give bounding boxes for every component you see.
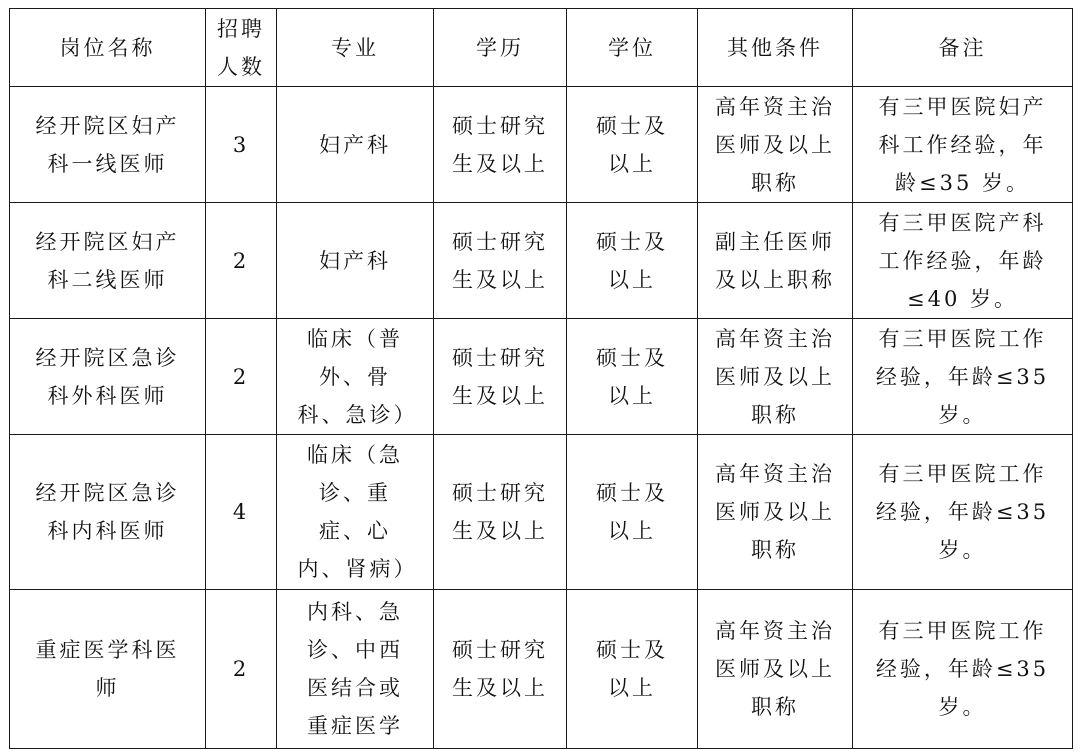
- cell-degree: 硕士及以上: [567, 435, 698, 590]
- cell-education: 硕士研究生及以上: [434, 435, 567, 590]
- cell-position: 重症医学科医师: [10, 590, 206, 749]
- cell-degree: 硕士及以上: [567, 87, 698, 203]
- cell-count: 3: [206, 87, 277, 203]
- table-row: [10, 319, 1073, 435]
- table-row: [10, 203, 1073, 319]
- header-count: 招聘人数: [206, 9, 277, 87]
- table-header-row: [10, 9, 1073, 87]
- table-row: [10, 87, 1073, 203]
- table-row: [10, 590, 1073, 749]
- cell-remarks: 有三甲医院工作经验，年龄≤35 岁。: [853, 590, 1073, 749]
- cell-other: 高年资主治医师及以上职称: [698, 590, 853, 749]
- header-major: 专业: [277, 9, 434, 87]
- cell-remarks: 有三甲医院工作经验，年龄≤35 岁。: [853, 435, 1073, 590]
- header-other: 其他条件: [698, 9, 853, 87]
- cell-major: 妇产科: [277, 203, 434, 319]
- cell-other: 高年资主治医师及以上职称: [698, 87, 853, 203]
- cell-degree: 硕士及以上: [567, 319, 698, 435]
- recruitment-table: [9, 8, 1073, 749]
- cell-remarks: 有三甲医院产科工作经验，年龄≤40 岁。: [853, 203, 1073, 319]
- cell-count: 4: [206, 435, 277, 590]
- cell-position: 经开院区急诊科内科医师: [10, 435, 206, 590]
- cell-position: 经开院区急诊科外科医师: [10, 319, 206, 435]
- cell-position: 经开院区妇产科二线医师: [10, 203, 206, 319]
- cell-other: 高年资主治医师及以上职称: [698, 435, 853, 590]
- cell-other: 高年资主治医师及以上职称: [698, 319, 853, 435]
- header-degree: 学位: [567, 9, 698, 87]
- cell-position: 经开院区妇产科一线医师: [10, 87, 206, 203]
- cell-count: 2: [206, 590, 277, 749]
- cell-remarks: 有三甲医院妇产科工作经验，年龄≤35 岁。: [853, 87, 1073, 203]
- cell-major: 临床（急诊、重症、心内、肾病）: [277, 435, 434, 590]
- cell-other: 副主任医师及以上职称: [698, 203, 853, 319]
- cell-remarks: 有三甲医院工作经验，年龄≤35 岁。: [853, 319, 1073, 435]
- cell-education: 硕士研究生及以上: [434, 590, 567, 749]
- header-remarks: 备注: [853, 9, 1073, 87]
- cell-degree: 硕士及以上: [567, 203, 698, 319]
- cell-major: 妇产科: [277, 87, 434, 203]
- cell-education: 硕士研究生及以上: [434, 319, 567, 435]
- cell-major: 临床（普外、骨科、急诊）: [277, 319, 434, 435]
- cell-count: 2: [206, 319, 277, 435]
- cell-education: 硕士研究生及以上: [434, 87, 567, 203]
- cell-count: 2: [206, 203, 277, 319]
- header-education: 学历: [434, 9, 567, 87]
- cell-degree: 硕士及以上: [567, 590, 698, 749]
- cell-education: 硕士研究生及以上: [434, 203, 567, 319]
- table-row: [10, 435, 1073, 590]
- header-position: 岗位名称: [10, 9, 206, 87]
- cell-major: 内科、急诊、中西医结合或重症医学: [277, 590, 434, 749]
